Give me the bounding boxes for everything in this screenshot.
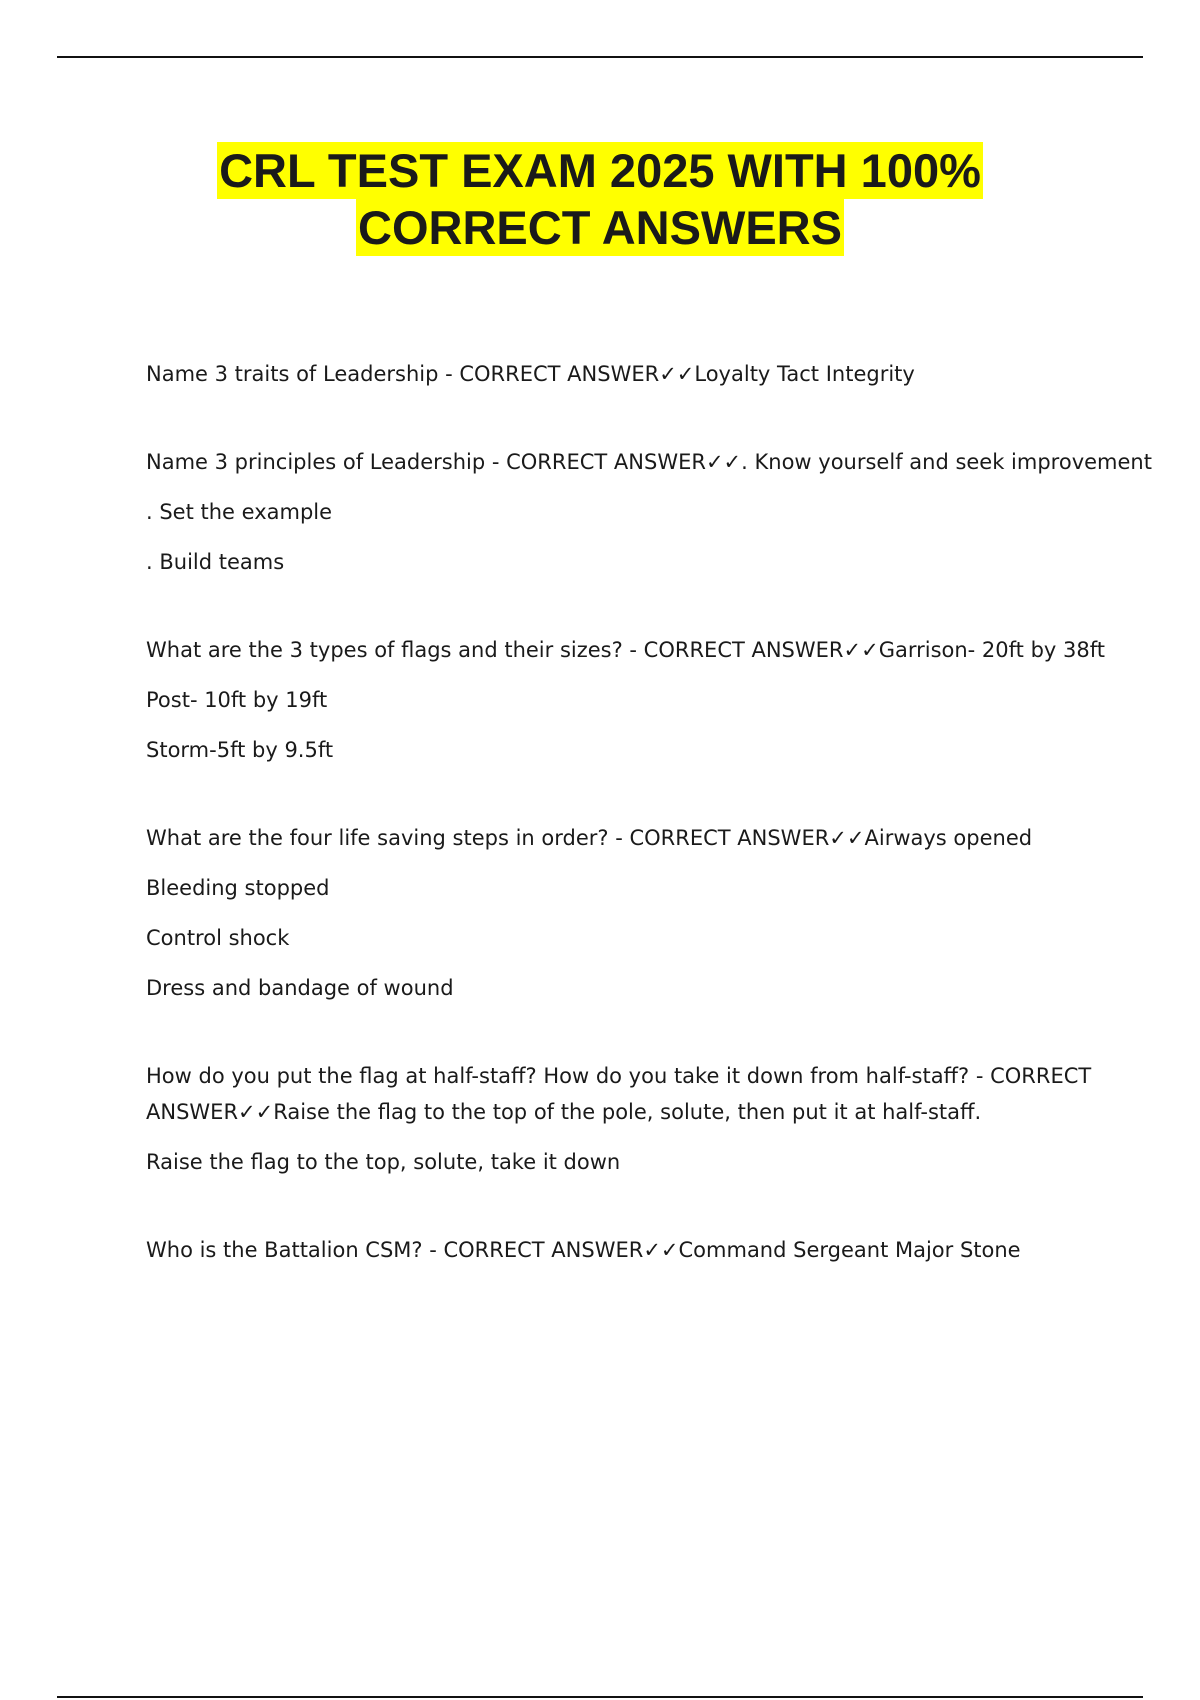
document-title <box>0 142 1200 256</box>
qa-line: What are the four life saving steps in order? - CORRECT ANSWER✓✓Airways opened <box>146 826 1033 850</box>
qa-line: How do you put the flag at half-staff? How do you take it down from half-staff? - CORRECT ANSWER✓✓Raise the flag to the top of the pole, solute, then put it at half-staff. <box>146 1064 1092 1124</box>
qa-line: What are the 3 types of flags and their sizes? - CORRECT ANSWER✓✓Garrison- 20ft by 38ft <box>146 638 1105 662</box>
footer-rule <box>57 1696 1143 1698</box>
header-rule <box>57 56 1143 58</box>
qa-line: Post- 10ft by 19ft <box>146 688 328 712</box>
qa-line: Name 3 traits of Leadership - CORRECT ANSWER✓✓Loyalty Tact Integrity <box>146 362 915 386</box>
qa-item-half-staff <box>146 1058 1106 1180</box>
qa-list <box>146 356 1152 1268</box>
qa-line: Bleeding stopped <box>146 876 330 900</box>
title-line-2: CORRECT ANSWERS <box>358 201 842 254</box>
qa-item-flags <box>146 632 1106 768</box>
qa-line: . Set the example <box>146 500 333 524</box>
qa-line: Who is the Battalion CSM? - CORRECT ANSWER✓✓Command Sergeant Major Stone <box>146 1238 1021 1262</box>
qa-line: Storm-5ft by 9.5ft <box>146 738 334 762</box>
qa-item-principles <box>146 444 1152 580</box>
qa-line: Dress and bandage of wound <box>146 976 454 1000</box>
qa-line: . Build teams <box>146 550 285 574</box>
qa-item-battalion-csm <box>146 1232 1106 1268</box>
qa-line: Control shock <box>146 926 290 950</box>
qa-item-traits <box>146 356 1106 392</box>
qa-line: Name 3 principles of Leadership - CORRECT ANSWER✓✓. Know yourself and seek improvement <box>146 450 1152 474</box>
qa-line: Raise the flag to the top, solute, take it down <box>146 1150 621 1174</box>
qa-item-life-saving-steps <box>146 820 1106 1006</box>
title-line-1: CRL TEST EXAM 2025 WITH 100% <box>219 144 981 197</box>
